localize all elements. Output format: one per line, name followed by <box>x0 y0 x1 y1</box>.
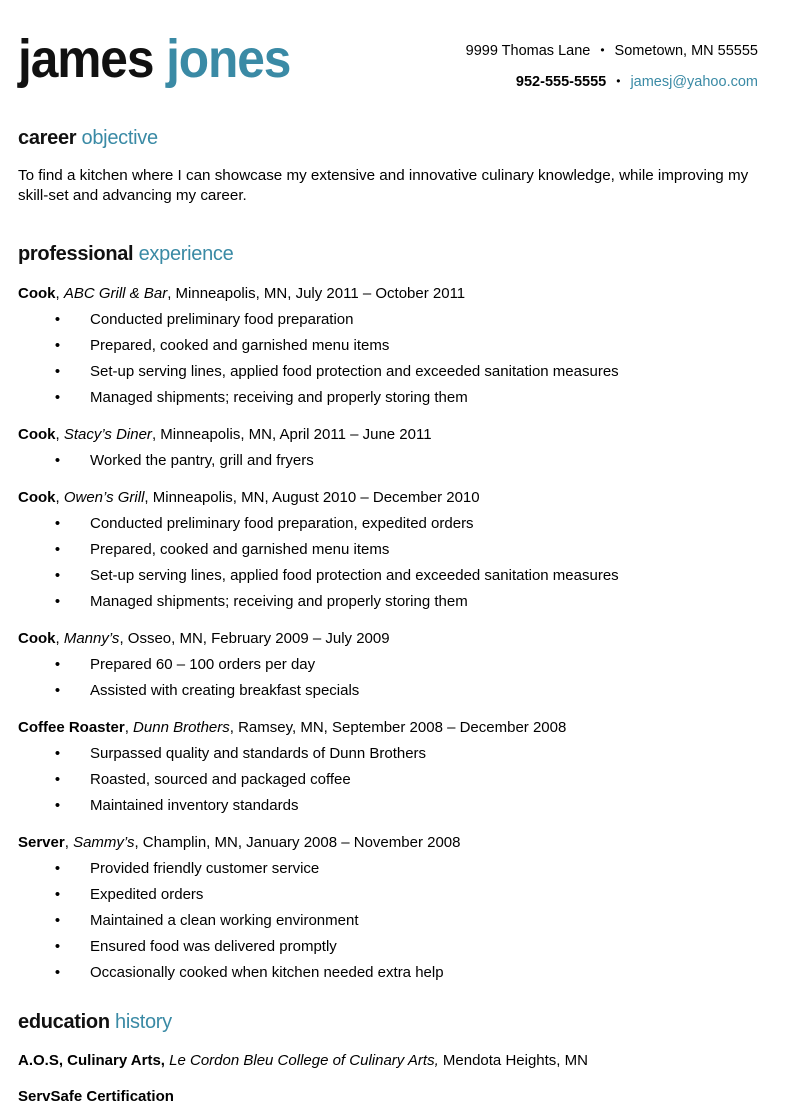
job-entry-heading <box>18 630 782 648</box>
job-bullet-item <box>18 338 782 353</box>
candidate-name <box>18 29 291 89</box>
job-bullet-item <box>18 939 782 954</box>
bullet-dot-icon: • <box>54 885 61 903</box>
section-heading-education <box>18 1012 782 1032</box>
job-location-dates: , Osseo, MN, February 2009 – July 2009 <box>119 629 390 647</box>
job-bullet-item <box>18 772 782 787</box>
bullet-dot-icon: • <box>54 310 61 328</box>
job-bullet-item <box>18 887 782 902</box>
job-company: Owen’s Grill <box>63 488 145 506</box>
last-name: jones <box>166 29 291 89</box>
job-bullet-text: Assisted with creating breakfast specials <box>90 681 360 699</box>
contact-phone-email-line <box>466 75 758 90</box>
job-bullet-item <box>18 594 782 609</box>
job-entry-heading <box>18 285 782 303</box>
job-bullet-list <box>18 861 782 980</box>
job-bullet-text: Provided friendly customer service <box>90 859 320 877</box>
job-bullet-list <box>18 516 782 609</box>
job-bullet-text: Managed shipments; receiving and properly storing them <box>90 388 468 406</box>
bullet-dot-icon: • <box>54 770 61 788</box>
education-school: Le Cordon Bleu College of Culinary Arts, <box>164 1051 439 1069</box>
bullet-dot-icon: • <box>54 540 61 558</box>
job-title-comma: , <box>55 488 64 506</box>
job-title: Cook <box>18 488 56 506</box>
job-entry-heading <box>18 834 782 852</box>
job-location-dates: , Champlin, MN, January 2008 – November 2008 <box>134 833 461 851</box>
job-bullet-text: Roasted, sourced and packaged coffee <box>90 770 351 788</box>
heading-word-accent: objective <box>81 127 158 149</box>
separator-dot-icon: • <box>600 43 605 57</box>
job-bullet-item <box>18 746 782 761</box>
job-bullet-text: Managed shipments; receiving and properly storing them <box>90 592 468 610</box>
education-location: Mendota Heights, MN <box>438 1051 588 1069</box>
job-bullet-list <box>18 746 782 813</box>
bullet-dot-icon: • <box>54 744 61 762</box>
job-bullet-item <box>18 861 782 876</box>
bullet-dot-icon: • <box>54 336 61 354</box>
bullet-dot-icon: • <box>54 514 61 532</box>
bullet-dot-icon: • <box>54 592 61 610</box>
contact-address-line <box>466 44 758 59</box>
job-bullet-text: Maintained a clean working environment <box>90 911 359 929</box>
section-heading-objective <box>18 128 782 148</box>
objective-text: To find a kitchen where I can showcase my extensive and innovative culinary knowledge, while improving my skill-set and advancing my career. <box>18 167 749 204</box>
job-bullet-item <box>18 312 782 327</box>
bullet-dot-icon: • <box>54 681 61 699</box>
job-title-comma: , <box>55 284 64 302</box>
job-entry-heading <box>18 719 782 737</box>
bullet-dot-icon: • <box>54 796 61 814</box>
job-bullet-list <box>18 453 782 468</box>
job-bullet-item <box>18 568 782 583</box>
job-location-dates: , Ramsey, MN, September 2008 – December 2008 <box>229 718 567 736</box>
job-bullet-list <box>18 312 782 405</box>
job-title-comma: , <box>64 833 74 851</box>
bullet-dot-icon: • <box>54 655 61 673</box>
job-bullet-text: Maintained inventory standards <box>90 796 299 814</box>
job-bullet-text: Set-up serving lines, applied food protection and exceeded sanitation measures <box>90 362 619 380</box>
heading-word-primary: professional <box>18 242 134 265</box>
job-bullet-item <box>18 683 782 698</box>
bullet-dot-icon: • <box>54 388 61 406</box>
job-bullet-text: Expedited orders <box>90 885 204 903</box>
job-title: Cook <box>18 284 56 302</box>
job-bullet-item <box>18 542 782 557</box>
job-bullet-text: Ensured food was delivered promptly <box>90 937 337 955</box>
job-bullet-text: Prepared 60 – 100 orders per day <box>90 655 316 673</box>
bullet-dot-icon: • <box>54 859 61 877</box>
address-street: 9999 Thomas Lane <box>465 43 591 59</box>
section-heading-experience <box>18 244 782 264</box>
experience-list <box>18 285 782 980</box>
job-company: Dunn Brothers <box>133 718 230 736</box>
bullet-dot-icon: • <box>54 451 61 469</box>
address-city-state-zip: Sometown, MN 55555 <box>614 43 758 59</box>
job-title: Cook <box>18 425 56 443</box>
bullet-dot-icon: • <box>54 362 61 380</box>
contact-info <box>466 30 782 89</box>
job-title-comma: , <box>55 629 64 647</box>
resume-header <box>18 0 782 89</box>
job-location-dates: , Minneapolis, MN, July 2011 – October 2011 <box>167 284 466 302</box>
phone-number[interactable]: 952-555-5555 <box>515 73 607 90</box>
education-degree: A.O.S, Culinary Arts, <box>18 1051 165 1069</box>
job-company: Sammy’s <box>73 833 135 851</box>
heading-word-accent: experience <box>138 242 234 265</box>
certification-line: ServSafe Certification <box>18 1087 174 1105</box>
bullet-dot-icon: • <box>54 963 61 981</box>
job-bullet-text: Set-up serving lines, applied food protection and exceeded sanitation measures <box>90 566 619 584</box>
job-bullet-text: Conducted preliminary food preparation <box>90 310 354 328</box>
bullet-dot-icon: • <box>54 566 61 584</box>
job-company: Stacy’s Diner <box>63 425 152 443</box>
first-name: james <box>18 29 154 89</box>
job-location-dates: , Minneapolis, MN, April 2011 – June 2011 <box>151 425 432 443</box>
job-bullet-text: Prepared, cooked and garnished menu items <box>90 336 390 354</box>
job-bullet-item <box>18 453 782 468</box>
job-bullet-text: Worked the pantry, grill and fryers <box>90 451 314 469</box>
job-location-dates: , Minneapolis, MN, August 2010 – December 2010 <box>144 488 480 506</box>
job-bullet-item <box>18 965 782 980</box>
separator-dot-icon: • <box>616 73 621 88</box>
job-bullet-text: Conducted preliminary food preparation, expedited orders <box>90 514 474 532</box>
job-bullet-text: Surpassed quality and standards of Dunn Brothers <box>90 744 427 762</box>
bullet-dot-icon: • <box>54 911 61 929</box>
job-bullet-item <box>18 913 782 928</box>
job-bullet-item <box>18 390 782 405</box>
education-entry <box>18 1052 782 1070</box>
job-bullet-item <box>18 516 782 531</box>
job-company: ABC Grill & Bar <box>63 284 168 302</box>
job-title: Server <box>18 833 65 851</box>
heading-word-primary: career <box>18 127 77 149</box>
bullet-dot-icon: • <box>54 937 61 955</box>
job-entry-heading <box>18 489 782 507</box>
education-list <box>18 1052 782 1070</box>
email-address[interactable]: jamesj@yahoo.com <box>630 73 758 90</box>
job-company: Manny’s <box>63 629 120 647</box>
heading-word-primary: education <box>18 1010 110 1033</box>
heading-word-accent: history <box>115 1010 172 1033</box>
job-title: Coffee Roaster <box>18 718 125 736</box>
job-bullet-item <box>18 364 782 379</box>
job-bullet-list <box>18 657 782 698</box>
job-bullet-item <box>18 798 782 813</box>
job-bullet-text: Prepared, cooked and garnished menu items <box>90 540 390 558</box>
job-title-comma: , <box>55 425 64 443</box>
job-title-comma: , <box>124 718 134 736</box>
job-bullet-text: Occasionally cooked when kitchen needed extra help <box>90 963 444 981</box>
job-bullet-item <box>18 657 782 672</box>
job-title: Cook <box>18 629 56 647</box>
job-entry-heading <box>18 426 782 444</box>
